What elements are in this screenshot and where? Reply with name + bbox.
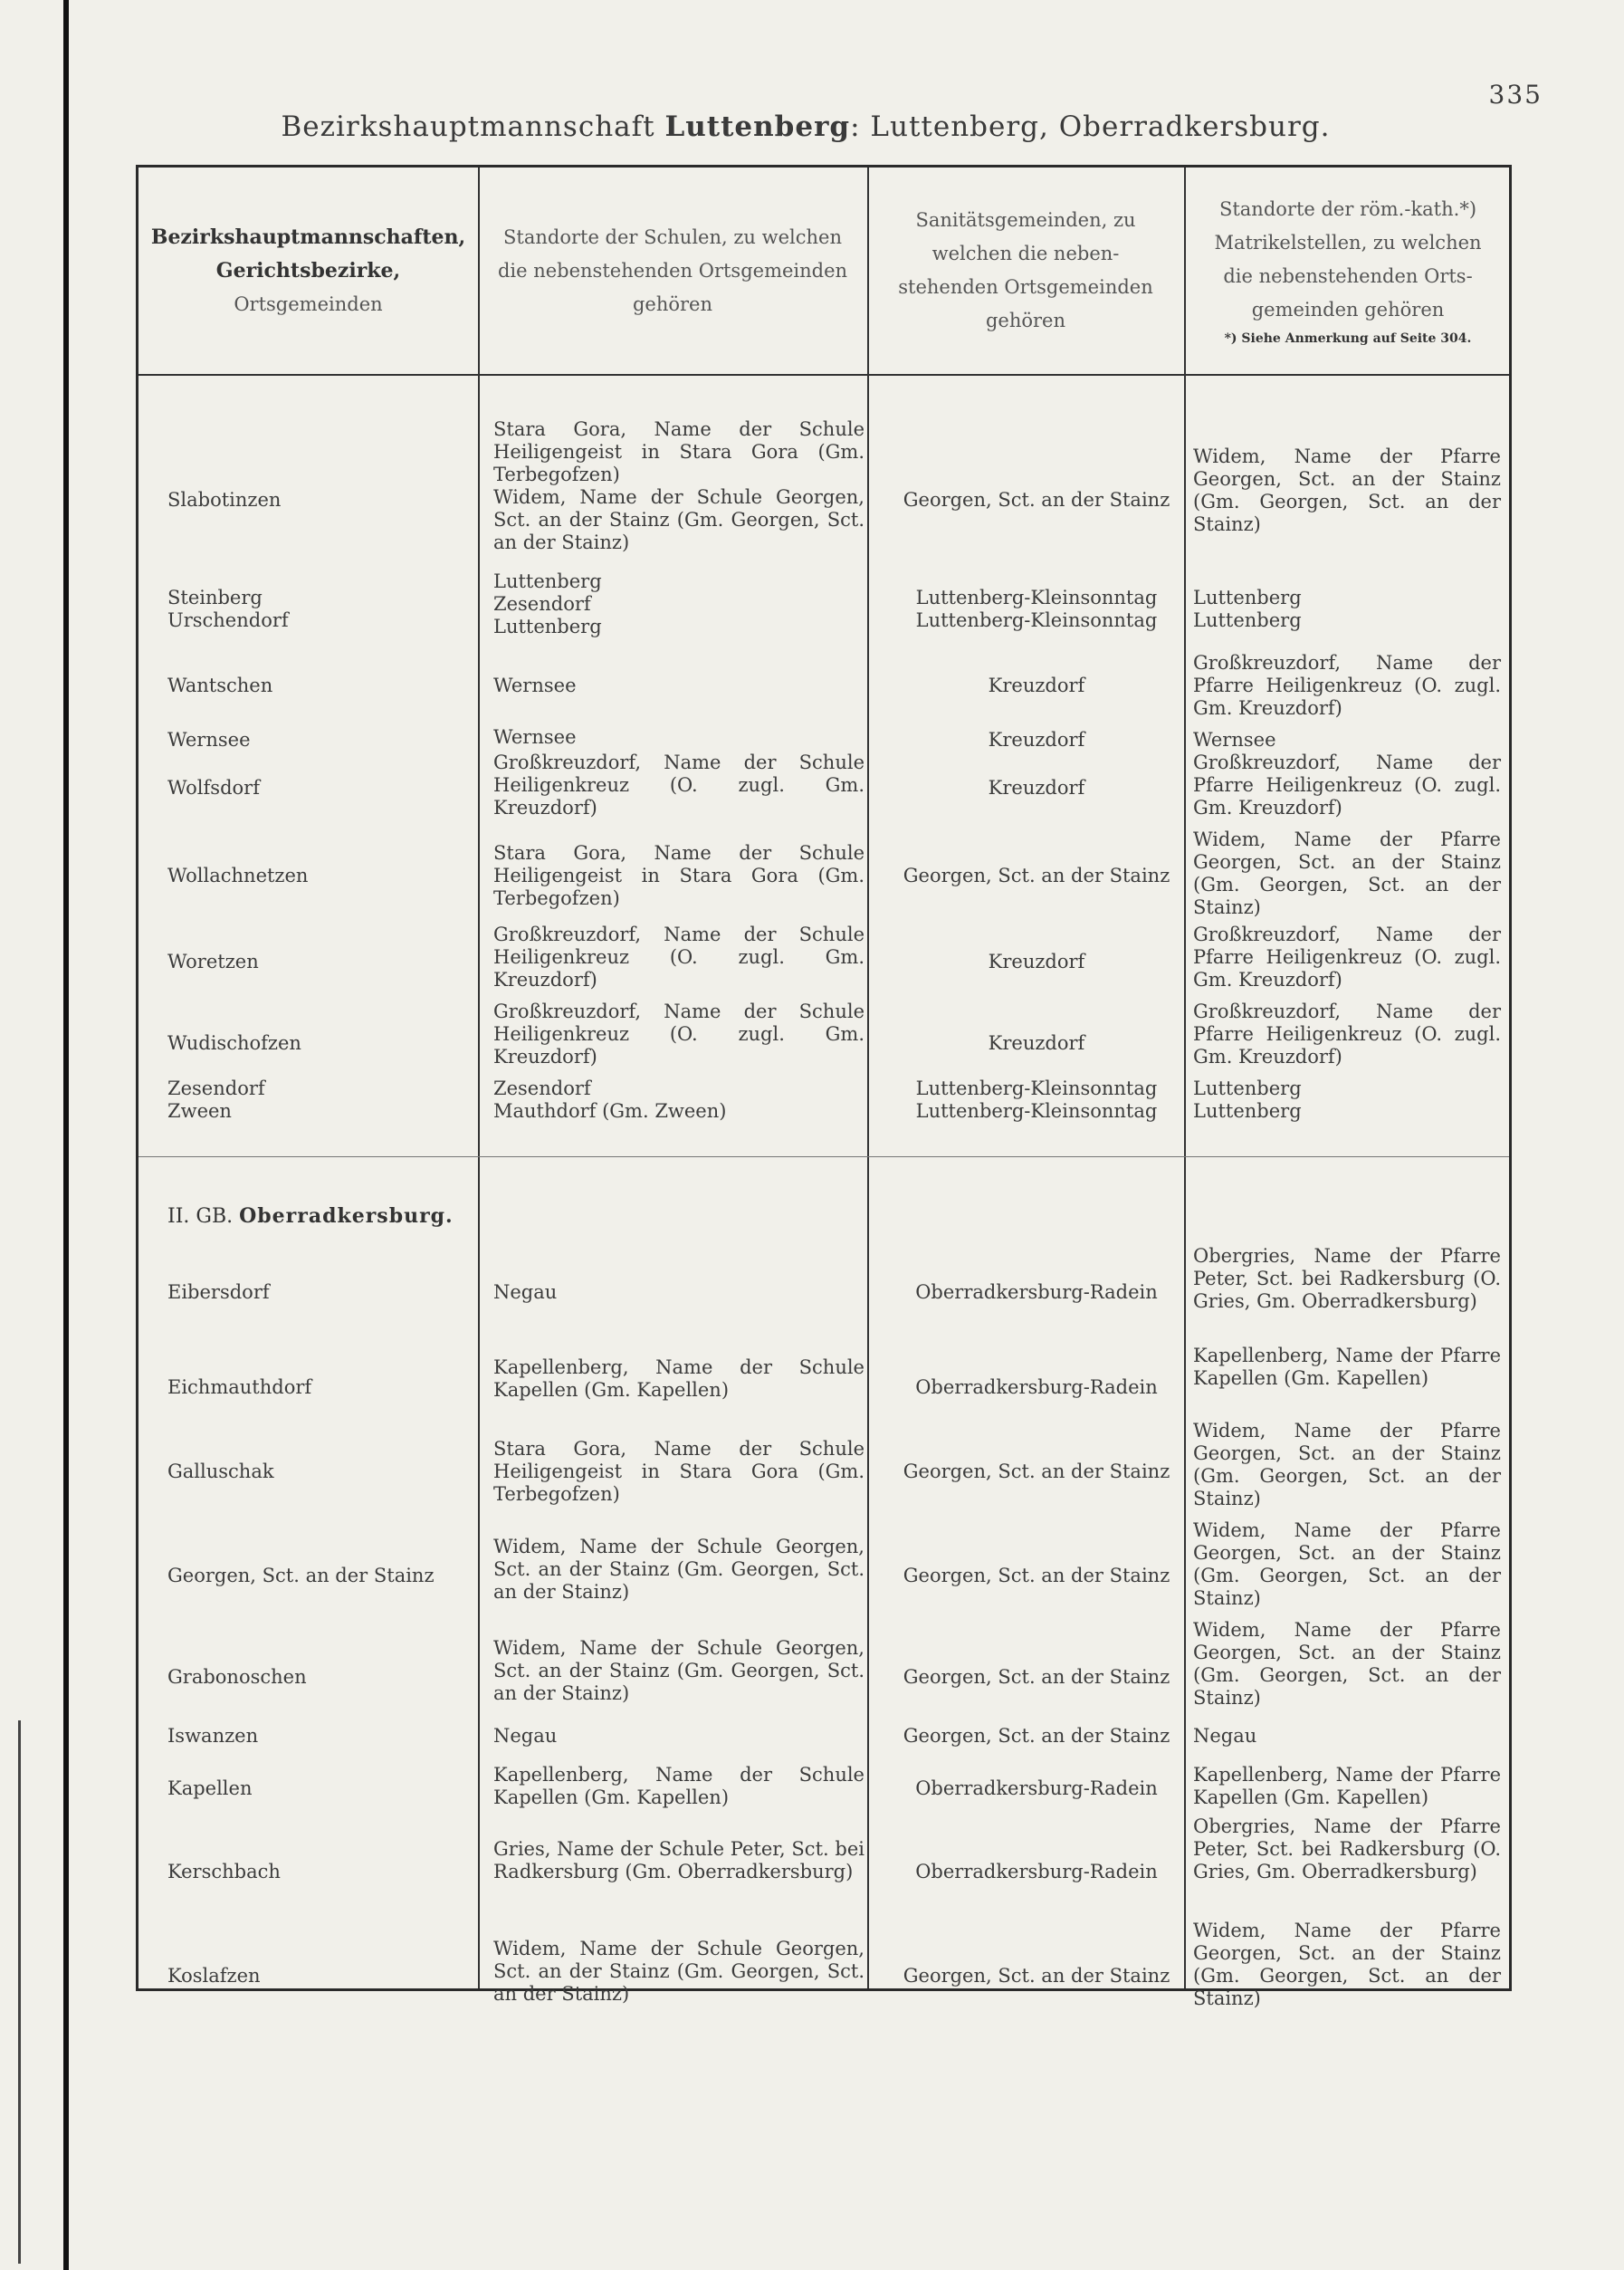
sanitary-community: Kreuzdorf [988, 1032, 1085, 1054]
municipality-name: Wollachnetzen [167, 865, 309, 886]
school-location: Großkreuzdorf, Name der Schule Heiligenkreuz (O. zugl. Gm. Kreuzdorf) [493, 752, 865, 819]
municipality-name: Kapellen [167, 1777, 253, 1799]
column-header-line: die nebenstehenden Orts- [1223, 265, 1473, 287]
parish-location: Obergries, Name der Pfarre Peter, Sct. bei Radkersburg (O. Gries, Gm. Oberradkersburg) [1193, 1815, 1501, 1882]
parish-location: Großkreuzdorf, Name der Pfarre Heiligenkreuz (O. zugl. Gm. Kreuzdorf) [1193, 1001, 1501, 1068]
parish-location: Negau [1193, 1725, 1257, 1747]
sanitary-community: Georgen, Sct. an der Stainz [903, 1461, 1170, 1482]
municipality-name: Iswanzen [167, 1725, 259, 1747]
column-header-line: Sanitätsgemeinden, zu [915, 209, 1136, 231]
municipality-name: Georgen, Sct. an der Stainz [167, 1565, 435, 1586]
column-header-schools [478, 168, 867, 374]
municipality-name: Koslafzen [167, 1965, 261, 1987]
school-location: Stara Gora, Name der Schule Heiligengeist in Stara Gora (Gm. Terbegofzen) [493, 842, 865, 909]
sanitary-community: Luttenberg-Kleinsonntag Luttenberg-Kleinsonntag [915, 1078, 1158, 1122]
sanitary-community: Kreuzdorf [988, 729, 1085, 751]
column-header-municipalities [139, 168, 478, 374]
municipality-name: Wernsee [167, 729, 251, 751]
sanitary-community: Georgen, Sct. an der Stainz [903, 865, 1170, 886]
municipality-name: Urschendorf [167, 609, 289, 631]
page-spine-shadow-2 [18, 1720, 21, 2264]
page-header [145, 110, 1466, 143]
page-spine-shadow [63, 0, 69, 2270]
sanitary-community: Georgen, Sct. an der Stainz [903, 1725, 1170, 1747]
sanitary-community: Georgen, Sct. an der Stainz [903, 1666, 1170, 1688]
municipality-name: Eibersdorf [167, 1281, 270, 1303]
sanitary-community: Kreuzdorf [988, 675, 1085, 696]
column-header-line: welchen die neben- [931, 243, 1120, 264]
parish-location: Kapellenberg, Name der Pfarre Kapellen (Gm. Kapellen) [1193, 1345, 1501, 1389]
school-location: Großkreuzdorf, Name der Schule Heiligenkreuz (O. zugl. Gm. Kreuzdorf) [493, 924, 865, 991]
sanitary-community: Oberradkersburg-Radein [915, 1376, 1158, 1398]
parish-location: Widem, Name der Pfarre Georgen, Sct. an der Stainz (Gm. Georgen, Sct. an der Stainz) [1193, 1619, 1501, 1709]
header-district: Luttenberg [664, 110, 851, 143]
parish-location: Luttenberg Luttenberg [1193, 587, 1302, 631]
sanitary-community: Georgen, Sct. an der Stainz [903, 1565, 1170, 1586]
parish-location: Obergries, Name der Pfarre Peter, Sct. bei Radkersburg (O. Gries, Gm. Oberradkersburg) [1193, 1245, 1501, 1312]
column-header-line: Matrikelstellen, zu welchen [1214, 232, 1482, 254]
municipality-name: Steinberg [167, 587, 263, 608]
school-location: Kapellenberg, Name der Schule Kapellen (Gm. Kapellen) [493, 1356, 865, 1401]
parish-location: Großkreuzdorf, Name der Pfarre Heiligenkreuz (O. zugl. Gm. Kreuzdorf) [1193, 752, 1501, 819]
municipality-name: Zesendorf [167, 1078, 265, 1099]
column-header-line: stehenden Ortsgemeinden [898, 276, 1153, 298]
column-header-line: gehören [632, 292, 713, 315]
section-title-name: Oberradkersburg. [239, 1204, 454, 1228]
column-divider [867, 168, 869, 1988]
sanitary-community: Oberradkersburg-Radein [915, 1281, 1158, 1303]
municipality-name: Wudischofzen [167, 1032, 301, 1054]
school-location: Negau [493, 1281, 558, 1303]
parish-location: Großkreuzdorf, Name der Pfarre Heiligenkreuz (O. zugl. Gm. Kreuzdorf) [1193, 652, 1501, 719]
school-location: Widem, Name der Schule Georgen, Sct. an der Stainz (Gm. Georgen, Sct. an der Stainz) [493, 1536, 865, 1603]
school-location: Wernsee [493, 726, 577, 748]
parish-location: Luttenberg Luttenberg [1193, 1078, 1302, 1122]
sanitary-community: Oberradkersburg-Radein [915, 1861, 1158, 1882]
column-header-line: Bezirkshauptmannschaften, [150, 225, 466, 249]
school-location: Negau [493, 1725, 558, 1747]
column-header-line: die nebenstehenden Ortsgemeinden [497, 259, 848, 282]
school-location: Wernsee [493, 675, 577, 696]
municipality-name: Woretzen [167, 951, 259, 972]
sanitary-community: Kreuzdorf [988, 777, 1085, 799]
municipality-name: Slabotinzen [167, 489, 282, 511]
parish-location: Widem, Name der Pfarre Georgen, Sct. an der Stainz (Gm. Georgen, Sct. an der Stainz) [1193, 1920, 1501, 2009]
parish-location: Kapellenberg, Name der Pfarre Kapellen (Gm. Kapellen) [1193, 1764, 1501, 1808]
parish-location: Großkreuzdorf, Name der Pfarre Heiligenkreuz (O. zugl. Gm. Kreuzdorf) [1193, 924, 1501, 991]
municipality-name: Wantschen [167, 675, 273, 696]
sanitary-community: Luttenberg-Kleinsonntag Luttenberg-Kleinsonntag [915, 587, 1158, 631]
municipality-name: Kerschbach [167, 1861, 281, 1882]
school-location: Stara Gora, Name der Schule Heiligengeist in Stara Gora (Gm. Terbegofzen) [493, 1438, 865, 1505]
header-suffix: : Luttenberg, Oberradkersburg. [850, 110, 1331, 143]
school-location: Zesendorf Mauthdorf (Gm. Zween) [493, 1078, 727, 1122]
municipality-name: Eichmauthdorf [167, 1376, 312, 1398]
sanitary-community: Georgen, Sct. an der Stainz [903, 1965, 1170, 1987]
parish-location: Widem, Name der Pfarre Georgen, Sct. an der Stainz (Gm. Georgen, Sct. an der Stainz) [1193, 829, 1501, 918]
parish-location: Widem, Name der Pfarre Georgen, Sct. an der Stainz (Gm. Georgen, Sct. an der Stainz) [1193, 445, 1501, 535]
municipality-name: Zween [167, 1100, 232, 1122]
school-location: Gries, Name der Schule Peter, Sct. bei Radkersburg (Gm. Oberradkersburg) [493, 1838, 865, 1882]
school-location: Widem, Name der Schule Georgen, Sct. an der Stainz (Gm. Georgen, Sct. an der Stainz) [493, 1938, 865, 2005]
section-rule [139, 1156, 1509, 1157]
school-location: Kapellenberg, Name der Schule Kapellen (Gm. Kapellen) [493, 1764, 865, 1808]
municipality-name: Galluschak [167, 1461, 274, 1482]
school-location: Luttenberg Zesendorf Luttenberg [493, 570, 602, 637]
section-title [167, 1204, 454, 1228]
column-header-line: gehören [985, 310, 1066, 331]
column-header-line: Standorte der Schulen, zu welchen [503, 225, 842, 248]
parish-location: Widem, Name der Pfarre Georgen, Sct. an der Stainz (Gm. Georgen, Sct. an der Stainz) [1193, 1519, 1501, 1609]
school-location: Stara Gora, Name der Schule Heiligengeist in Stara Gora (Gm. Terbegofzen) Widem, Name der Schule Georgen, Sct. an der Stainz (Gm. Georgen, Sct. an der Stainz) [493, 418, 865, 553]
sanitary-community: Georgen, Sct. an der Stainz [903, 489, 1170, 511]
sanitary-community: Oberradkersburg-Radein [915, 1777, 1158, 1799]
column-header-line: Ortsgemeinden [234, 292, 383, 315]
parish-location: Wernsee [1193, 729, 1276, 751]
column-header-line: Standorte der röm.-kath.*) [1218, 198, 1477, 220]
column-header-line: gemeinden gehören [1251, 299, 1445, 321]
municipality-name: Grabonoschen [167, 1666, 307, 1688]
header-rule [139, 374, 1509, 376]
section-title-prefix: II. GB. [167, 1205, 240, 1228]
header-prefix: Bezirkshauptmannschaft [281, 110, 665, 143]
column-header-parishes [1184, 168, 1512, 374]
page-number: 335 [1488, 80, 1543, 110]
column-header-sanitary [867, 168, 1184, 374]
municipality-name: Wolfsdorf [167, 777, 260, 799]
column-header-footnote: *) Siehe Anmerkung auf Seite 304. [1224, 331, 1472, 346]
column-header-line: Gerichtsbezirke, [215, 258, 401, 283]
school-location: Widem, Name der Schule Georgen, Sct. an der Stainz (Gm. Georgen, Sct. an der Stainz) [493, 1637, 865, 1704]
parish-location: Widem, Name der Pfarre Georgen, Sct. an der Stainz (Gm. Georgen, Sct. an der Stainz) [1193, 1420, 1501, 1509]
column-divider [478, 168, 480, 1988]
school-location: Großkreuzdorf, Name der Schule Heiligenkreuz (O. zugl. Gm. Kreuzdorf) [493, 1001, 865, 1068]
sanitary-community: Kreuzdorf [988, 951, 1085, 972]
